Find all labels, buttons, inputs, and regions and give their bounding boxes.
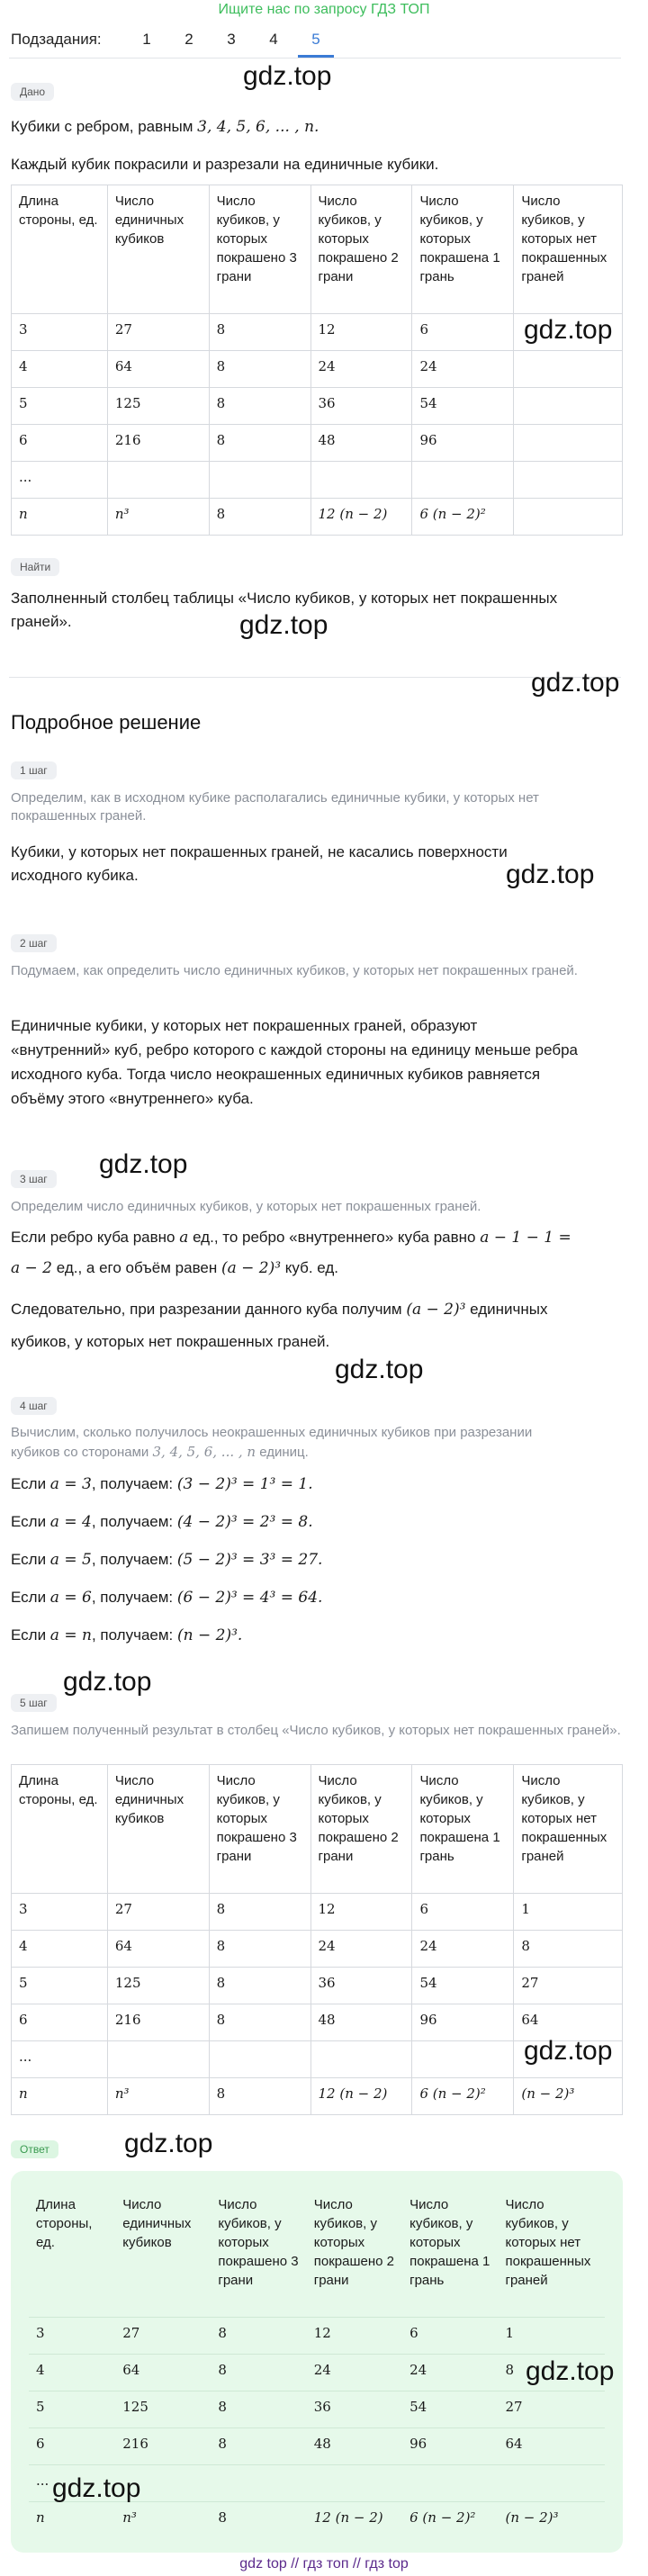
table-cell: n [12, 499, 108, 536]
table-header-row [29, 2189, 605, 2318]
table-cell [412, 2041, 514, 2078]
table-cell: 125 [107, 1968, 209, 2004]
table-cell: 48 [307, 2428, 402, 2465]
step-2-badge: 2 шаг [11, 934, 57, 952]
table-cell: 8 [211, 2502, 306, 2539]
table-header-cell: Число кубиков, у которых покрашено 2 грани [313, 2197, 394, 2288]
table-cell [412, 462, 514, 499]
step-4-line-5: Если a = n, получаем: (n − 2)³. [11, 1626, 243, 1644]
table-cell [514, 388, 623, 425]
step-4-hint-2: кубиков со сторонами 3, 4, 5, 6, ... , n единиц. [11, 1444, 309, 1460]
table-cell: 64 [498, 2428, 605, 2465]
table-cell: 24 [310, 1931, 412, 1968]
answer-badge: Ответ [11, 2140, 58, 2158]
table-cell: 5 [12, 388, 108, 425]
table-header-cell: Длина стороны, ед. [36, 2197, 93, 2250]
table-cell [514, 499, 623, 536]
table-cell: 8 [498, 2355, 605, 2391]
table-cell: 12 [310, 314, 412, 351]
table-cell [211, 2465, 306, 2502]
table-cell [402, 2465, 498, 2502]
table-cell: 27 [107, 314, 209, 351]
step-4-line-1: Если a = 3, получаем: (3 − 2)³ = 1³ = 1. [11, 1475, 313, 1493]
given-line-1: Кубики с ребром, равным 3, 4, 5, 6, ... , n. [11, 118, 320, 136]
step-3-line-1: Если ребро куба равно a ед., то ребро «внутреннего» куба равно a − 1 − 1 = [11, 1229, 572, 1247]
watermark: gdz.top [52, 2473, 141, 2503]
table-header-cell: Число кубиков, у которых нет покрашенных граней [514, 1765, 623, 1894]
table-cell: 27 [107, 1894, 209, 1931]
table-header-cell: Число кубиков, у которых покрашена 1 грань [412, 185, 514, 314]
watermark: gdz.top [63, 1667, 152, 1697]
subtask-tab-3[interactable]: 3 [227, 31, 236, 48]
table-cell: 27 [115, 2318, 211, 2355]
table-cell: 6 [29, 2428, 115, 2465]
table-cell: 6 [412, 1894, 514, 1931]
table-cell: 8 [211, 2391, 306, 2428]
table-cell: n [29, 2502, 115, 2539]
table-row [12, 388, 623, 425]
table-header-cell: Длина стороны, ед. [12, 1765, 108, 1894]
table-header-row [12, 1765, 623, 1894]
table-cell: 6 (n − 2)² [412, 499, 514, 536]
watermark: gdz.top [335, 1355, 424, 1384]
table-cell [307, 2465, 402, 2502]
step-3-line-3: Следовательно, при разрезании данного куба получим (a − 2)³ единичных [11, 1301, 548, 1319]
table-cell: 125 [107, 388, 209, 425]
table-row [29, 2391, 605, 2428]
table-row [12, 351, 623, 388]
step-1-badge: 1 шаг [11, 761, 57, 779]
subtask-tab-5[interactable]: 5 [311, 31, 320, 48]
table-cell: 125 [115, 2391, 211, 2428]
table-cell: 54 [402, 2391, 498, 2428]
step-3-hint: Определим число единичных кубиков, у которых нет покрашенных граней. [11, 1199, 482, 1214]
watermark: gdz.top [506, 860, 595, 889]
given-badge: Дано [11, 83, 54, 101]
step-4-line-4: Если a = 6, получаем: (6 − 2)³ = 4³ = 64. [11, 1589, 323, 1607]
table-cell: ... [29, 2465, 115, 2502]
table-header-cell: Число единичных кубиков [107, 185, 209, 314]
watermark: gdz.top [124, 2129, 213, 2158]
table-header-cell: Число кубиков, у которых покрашена 1 грань [412, 1765, 514, 1894]
table-row [12, 1968, 623, 2004]
table-cell: 6 [402, 2318, 498, 2355]
table-cell [514, 351, 623, 388]
table-cell: 6 (n − 2)² [402, 2502, 498, 2539]
given-table [11, 185, 623, 536]
table-cell: 12 (n − 2) [307, 2502, 402, 2539]
table-cell: n³ [115, 2502, 211, 2539]
table-cell: 1 [498, 2318, 605, 2355]
table-row [12, 462, 623, 499]
search-banner: Ищите нас по запросу ГДЗ ТОП [218, 2, 430, 17]
subtask-tab-4[interactable]: 4 [269, 31, 278, 48]
table-cell: 96 [402, 2428, 498, 2465]
table-cell [514, 425, 623, 462]
table-cell: 96 [412, 425, 514, 462]
step-2-text: Единичные кубики, у которых нет покрашенных граней, образуют «внутренний» куб, ребро которого с каждой стороны на единицу меньше ребра исходного куба. Тогда число неокрашенных единичных кубиков равняется объёму этого «внутреннего» куба. [11, 1017, 578, 1107]
watermark: gdz.top [239, 610, 328, 640]
table-cell: 4 [12, 1931, 108, 1968]
table-cell: 8 [209, 314, 310, 351]
table-cell [498, 2465, 605, 2502]
table-cell: 64 [107, 351, 209, 388]
table-cell: n [12, 2078, 108, 2115]
table-cell: 6 (n − 2)² [412, 2078, 514, 2115]
table-cell: 8 [209, 1894, 310, 1931]
table-header-cell: Число кубиков, у которых покрашено 2 грани [310, 185, 412, 314]
table-cell: 216 [107, 425, 209, 462]
table-cell: 8 [209, 388, 310, 425]
table-cell: ... [12, 462, 108, 499]
table-cell: 64 [514, 2004, 623, 2041]
table-cell: 6 [12, 2004, 108, 2041]
table-cell: 24 [412, 351, 514, 388]
table-cell: 24 [402, 2355, 498, 2391]
table-row [29, 2318, 605, 2355]
table-cell: 8 [211, 2318, 306, 2355]
table-header-cell: Длина стороны, ед. [12, 185, 108, 314]
table-cell: 5 [29, 2391, 115, 2428]
table-header-cell: Число единичных кубиков [107, 1765, 209, 1894]
table-cell: 6 [12, 425, 108, 462]
table-cell: 216 [107, 2004, 209, 2041]
step-3-line-4: кубиков, у которых нет покрашенных граней. [11, 1333, 330, 1350]
step-5-hint: Запишем полученный результат в столбец «Число кубиков, у которых нет покрашенных граней». [11, 1723, 621, 1738]
subtasks-label: Подзадания: [11, 31, 102, 48]
find-text: Заполненный столбец таблицы «Число кубиков, у которых нет покрашенных граней». [11, 590, 558, 630]
table-cell: 8 [209, 425, 310, 462]
table-cell: 8 [514, 1931, 623, 1968]
table-cell [107, 462, 209, 499]
table-cell: n³ [107, 2078, 209, 2115]
table-cell: 8 [211, 2428, 306, 2465]
step-1-text: Кубики, у которых нет покрашенных граней, не касались поверхности исходного кубика. [11, 843, 508, 884]
table-cell [514, 462, 623, 499]
table-cell: 8 [209, 2004, 310, 2041]
watermark: gdz.top [243, 61, 332, 91]
table-cell: 24 [412, 1931, 514, 1968]
find-badge: Найти [11, 558, 59, 576]
table-cell: 12 (n − 2) [310, 499, 412, 536]
table-header-row [12, 185, 623, 314]
subtasks-bar [9, 22, 621, 59]
step-4-line-2: Если a = 4, получаем: (4 − 2)³ = 2³ = 8. [11, 1513, 313, 1531]
step-2-hint: Подумаем, как определить число единичных кубиков, у которых нет покрашенных граней. [11, 963, 578, 978]
table-header-cell: Число кубиков, у которых покрашено 3 грани [209, 185, 310, 314]
table-cell: 36 [307, 2391, 402, 2428]
table-header-cell: Число кубиков, у которых покрашено 2 грани [310, 1765, 412, 1894]
table-cell: 24 [307, 2355, 402, 2391]
watermark: gdz.top [531, 668, 620, 698]
table-cell: 8 [211, 2355, 306, 2391]
table-cell: 8 [209, 2078, 310, 2115]
table-row [29, 2355, 605, 2391]
table-cell: 5 [12, 1968, 108, 2004]
table-cell: 8 [209, 1931, 310, 1968]
step-4-hint-1: Вычислим, сколько получилось неокрашенных единичных кубиков при разрезании [11, 1425, 533, 1440]
table-cell: 54 [412, 388, 514, 425]
watermark: gdz.top [526, 2356, 615, 2386]
table-cell: 4 [12, 351, 108, 388]
section-divider [9, 677, 621, 678]
table-row [29, 2428, 605, 2465]
watermark: gdz.top [524, 315, 613, 345]
table-cell: 24 [310, 351, 412, 388]
table-header-cell: Число кубиков, у которых нет покрашенных граней [514, 185, 623, 314]
step-4-badge: 4 шаг [11, 1397, 57, 1415]
active-tab-indicator [298, 55, 334, 58]
step-5-badge: 5 шаг [11, 1694, 57, 1712]
table-row [12, 1931, 623, 1968]
table-cell: 36 [310, 1968, 412, 2004]
watermark: gdz.top [99, 1149, 188, 1179]
given-line-2: Каждый кубик покрасили и разрезали на единичные кубики. [11, 156, 439, 173]
table-cell: n³ [107, 499, 209, 536]
table-header-cell: Число кубиков, у которых нет покрашенных граней [505, 2197, 591, 2288]
table-header-cell: Число кубиков, у которых покрашено 3 грани [209, 1765, 310, 1894]
table-header-cell: Число кубиков, у которых покрашена 1 грань [410, 2197, 490, 2288]
step-3-badge: 3 шаг [11, 1170, 57, 1188]
table-cell [310, 462, 412, 499]
table-row [29, 2502, 605, 2539]
table-row [12, 499, 623, 536]
table-cell: 12 (n − 2) [310, 2078, 412, 2115]
table-cell: 8 [209, 499, 310, 536]
table-cell: 8 [209, 351, 310, 388]
table-cell: ... [12, 2041, 108, 2078]
table-cell [209, 462, 310, 499]
table-cell: 6 [412, 314, 514, 351]
table-cell: (n − 2)³ [498, 2502, 605, 2539]
table-cell: 27 [498, 2391, 605, 2428]
table-cell: 3 [29, 2318, 115, 2355]
table-cell [209, 2041, 310, 2078]
table-header-cell: Число единичных кубиков [122, 2197, 192, 2250]
table-cell: 216 [115, 2428, 211, 2465]
table-row [12, 425, 623, 462]
table-cell: 96 [412, 2004, 514, 2041]
table-cell [310, 2041, 412, 2078]
table-cell: 1 [514, 1894, 623, 1931]
table-cell: (n − 2)³ [514, 2078, 623, 2115]
solution-title: Подробное решение [11, 711, 202, 734]
table-cell: 48 [310, 425, 412, 462]
table-cell: 3 [12, 1894, 108, 1931]
table-cell: 48 [310, 2004, 412, 2041]
table-cell: 54 [412, 1968, 514, 2004]
step-3-line-2: a − 2 ед., а его объём равен (a − 2)³ куб. ед. [11, 1259, 339, 1277]
table-cell: 3 [12, 314, 108, 351]
table-row [12, 2078, 623, 2115]
table-cell: 12 [310, 1894, 412, 1931]
subtask-tab-1[interactable]: 1 [142, 31, 151, 48]
step-1-hint: Определим, как в исходном кубике располагались единичные кубики, у которых нет покрашенных граней. [11, 790, 539, 824]
table-cell: 8 [209, 1968, 310, 2004]
table-row [12, 1894, 623, 1931]
watermark: gdz.top [524, 2036, 613, 2066]
subtask-tab-2[interactable]: 2 [184, 31, 194, 48]
table-cell: 64 [107, 1931, 209, 1968]
table-cell [107, 2041, 209, 2078]
table-cell: 27 [514, 1968, 623, 2004]
table-header-cell: Число кубиков, у которых покрашено 3 грани [218, 2197, 299, 2288]
step-4-line-3: Если a = 5, получаем: (5 − 2)³ = 3³ = 27. [11, 1551, 323, 1569]
footer-text: gdz top // гдз топ // гдз top [239, 2556, 409, 2571]
table-cell: 4 [29, 2355, 115, 2391]
table-cell: 12 [307, 2318, 402, 2355]
table-cell: 36 [310, 388, 412, 425]
table-cell: 64 [115, 2355, 211, 2391]
